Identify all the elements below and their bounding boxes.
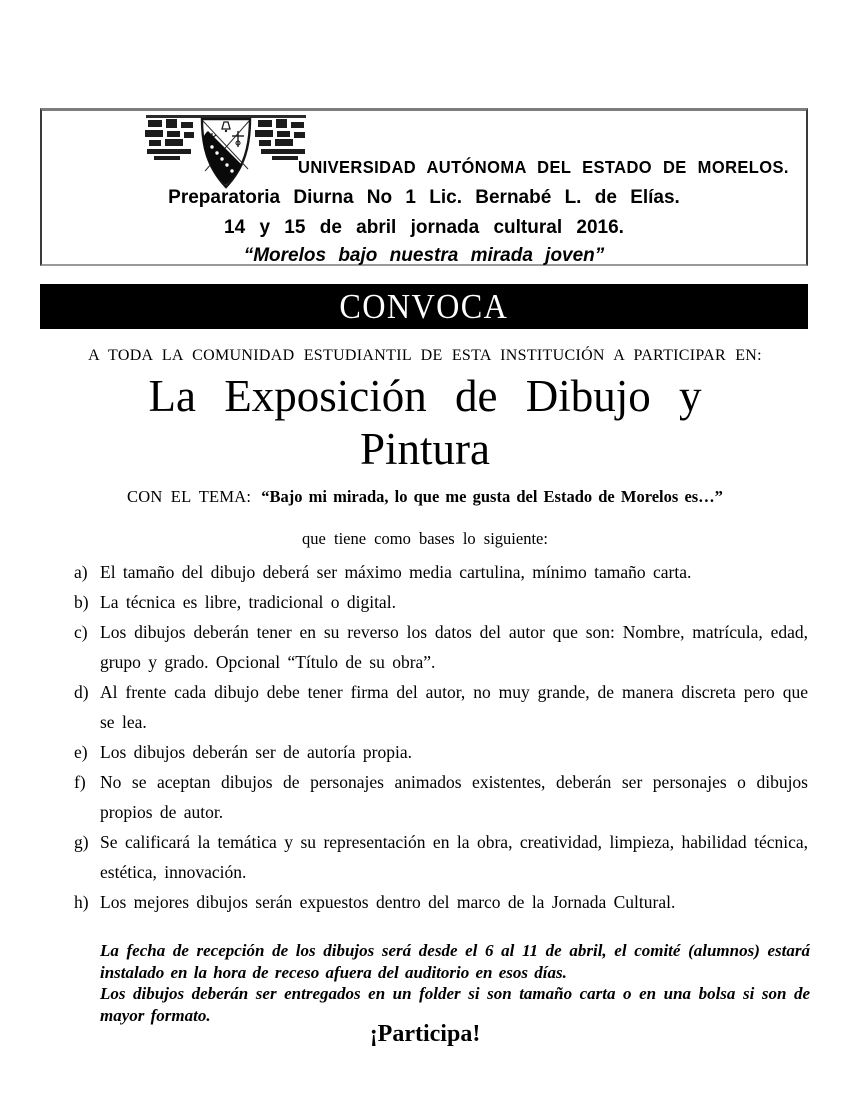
base-marker: e) — [74, 742, 88, 762]
theme-prefix: CON EL TEMA: — [127, 487, 252, 506]
convoca-banner — [40, 284, 808, 329]
exhibition-title — [0, 370, 850, 476]
exhibition-title-line1: La Exposición de Dibujo y — [148, 371, 702, 421]
exhibition-title-line2: Pintura — [360, 424, 490, 474]
base-text: El tamaño del dibujo deberá ser máximo media cartulina, mínimo tamaño carta. — [100, 562, 692, 582]
theme-line — [0, 487, 850, 507]
base-text: Al frente cada dibujo debe tener firma del autor, no muy grande, de manera discreta pero que se lea. — [100, 682, 808, 732]
base-item-h — [74, 887, 808, 917]
base-text: Los mejores dibujos serán expuestos dentro del marco de la Jornada Cultural. — [100, 892, 676, 912]
base-text: Los dibujos deberán ser de autoría propia. — [100, 742, 413, 762]
theme-text: “Bajo mi mirada, lo que me gusta del Estado de Morelos es…” — [261, 487, 723, 506]
base-item-e — [74, 737, 808, 767]
participa-cta: ¡Participa! — [369, 1021, 481, 1047]
base-text: Los dibujos deberán tener en su reverso los datos del autor que son: Nombre, matrícula, edad, grupo y grado. Opcional “Título de su obra”. — [100, 622, 808, 672]
base-item-f — [74, 767, 808, 827]
university-name: UNIVERSIDAD AUTÓNOMA DEL ESTADO DE MORELOS. — [298, 158, 789, 178]
bases-list — [74, 557, 808, 917]
base-marker: a) — [74, 562, 88, 582]
base-item-d — [74, 677, 808, 737]
letterhead-box — [40, 108, 808, 266]
base-item-b — [74, 587, 808, 617]
base-text: La técnica es libre, tradicional o digital. — [100, 592, 396, 612]
base-text: Se calificará la temática y su representación en la obra, creatividad, limpieza, habilidad técnica, estética, innovación. — [100, 832, 808, 882]
base-item-a — [74, 557, 808, 587]
event-date: 14 y 15 de abril jornada cultural 2016. — [224, 217, 624, 238]
bases-intro: que tiene como bases lo siguiente: — [302, 529, 548, 548]
convoca-label: CONVOCA — [339, 287, 509, 326]
reception-note-1: La fecha de recepción de los dibujos será desde el 6 al 11 de abril, el comité (alumnos) estará instalado en la hora de receso afuera del auditorio en esos días. — [100, 941, 810, 982]
base-marker: g) — [74, 832, 89, 852]
base-marker: c) — [74, 622, 88, 642]
base-marker: h) — [74, 892, 89, 912]
base-text: No se aceptan dibujos de personajes animados existentes, deberán ser personajes o dibujos propios de autor. — [100, 772, 808, 822]
base-marker: b) — [74, 592, 89, 612]
base-marker: f) — [74, 772, 86, 792]
reception-notes — [100, 940, 810, 1026]
uaem-crest-icon — [142, 113, 310, 191]
base-item-c — [74, 617, 808, 677]
school-name: Preparatoria Diurna No 1 Lic. Bernabé L. de Elías. — [168, 187, 680, 208]
base-item-g — [74, 827, 808, 887]
intro-line: A TODA LA COMUNIDAD ESTUDIANTIL DE ESTA INSTITUCIÓN A PARTICIPAR EN: — [88, 347, 762, 364]
reception-note-2: Los dibujos deberán ser entregados en un folder si son tamaño carta o en una bolsa si son de mayor formato. — [100, 984, 810, 1025]
event-motto: “Morelos bajo nuestra mirada joven” — [243, 245, 605, 266]
base-marker: d) — [74, 682, 89, 702]
